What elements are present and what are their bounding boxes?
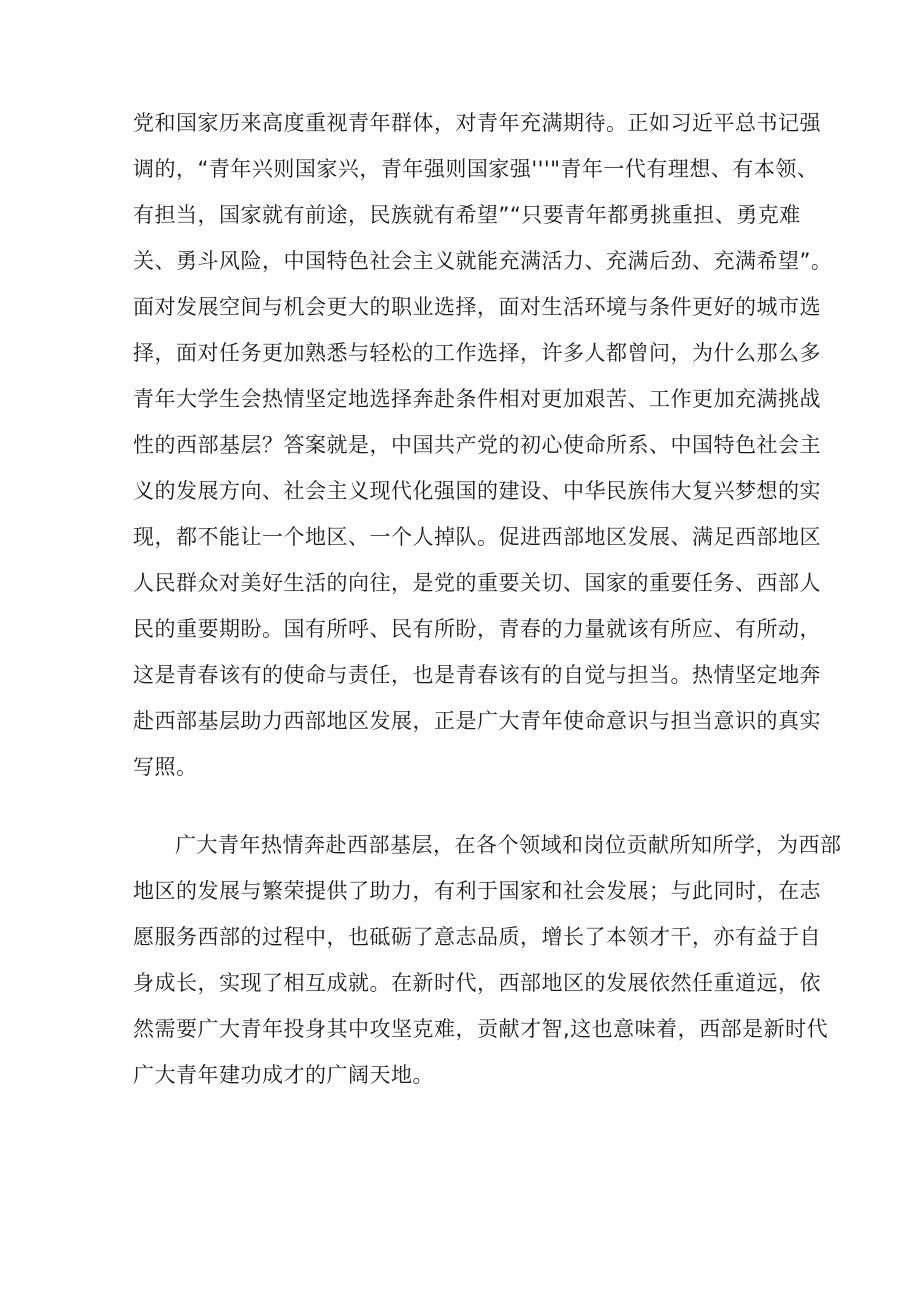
text-line: 关、勇斗风险，中国特色社会主义就能充满活力、充满后劲、充满希望”。: [133, 249, 833, 273]
text-line: 愿服务西部的过程中，也砥砺了意志品质，增长了本领才干，亦有益于自: [133, 925, 821, 949]
text-line: 这是青春该有的使命与责任，也是青春该有的自觉与担当。热情坚定地奔: [133, 663, 821, 687]
text-line: 择，面对任务更加熟悉与轻松的工作选择，许多人都曾问，为什么那么多: [133, 341, 821, 365]
text-line: 广大青年建功成才的广阔天地。: [133, 1063, 434, 1087]
text-line: 地区的发展与繁荣提供了助力，有利于国家和社会发展；与此同时，在志: [133, 879, 821, 903]
text-line: 赴西部基层助力西部地区发展，正是广大青年使命意识与担当意识的真实: [133, 709, 821, 733]
text-line: 然需要广大青年投身其中攻坚克难，贡献才智,这也意味着，西部是新时代: [133, 1017, 829, 1041]
text-line: 性的西部基层？答案就是，中国共产党的初心使命所系、中国特色社会主: [133, 433, 821, 457]
text-line: 人民群众对美好生活的向往，是党的重要关切、国家的重要任务、西部人: [133, 571, 821, 595]
text-line: 有担当，国家就有前途，民族就有希望”“只要青年都勇挑重担、勇克难: [133, 203, 801, 227]
text-line: 青年大学生会热情坚定地选择奔赴条件相对更加艰苦、工作更加充满挑战: [133, 387, 821, 411]
text-line: 调的，“青年兴则国家兴，青年强则国家强'''"青年一代有理想、有本领、: [133, 157, 819, 181]
text-line: 党和国家历来高度重视青年群体，对青年充满期待。正如习近平总书记强: [133, 111, 821, 135]
text-line: 广大青年热情奔赴西部基层，在各个领域和岗位贡献所知所学，为西部: [175, 833, 842, 857]
text-line: 面对发展空间与机会更大的职业选择，面对生活环境与条件更好的城市选: [133, 295, 821, 319]
text-line: 义的发展方向、社会主义现代化强国的建设、中华民族伟大复兴梦想的实: [133, 479, 821, 503]
paragraph-1: [133, 100, 833, 790]
text-line: 现，都不能让一个地区、一个人掉队。促进西部地区发展、满足西部地区: [133, 525, 821, 549]
text-line: 民的重要期盼。国有所呼、民有所盼，青春的力量就该有所应、有所动，: [133, 617, 821, 641]
paragraph-2: [133, 822, 842, 1098]
text-line: 写照。: [133, 755, 198, 779]
text-line: 身成长，实现了相互成就。在新时代，西部地区的发展依然任重道远，依: [133, 971, 821, 995]
